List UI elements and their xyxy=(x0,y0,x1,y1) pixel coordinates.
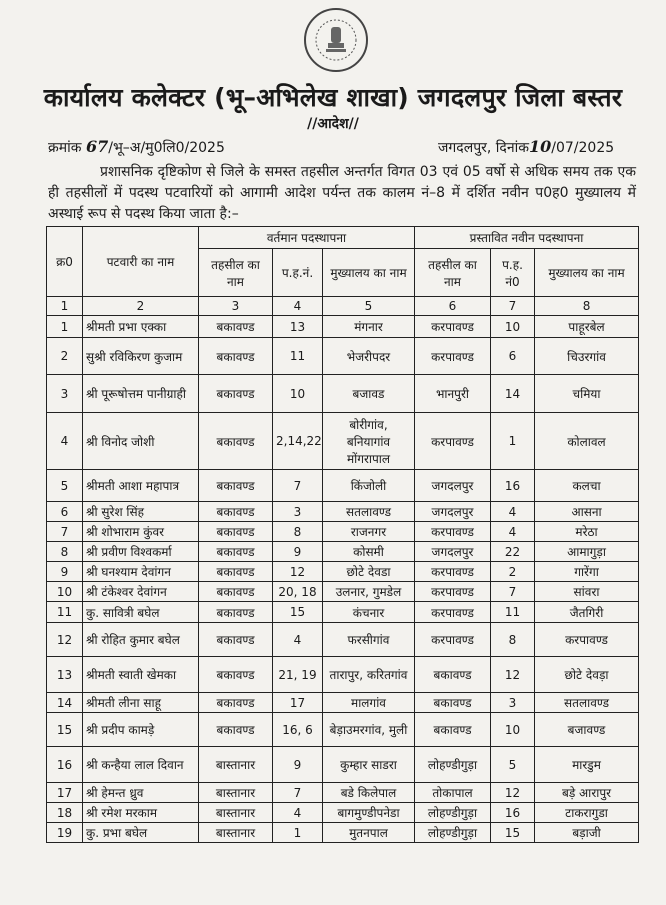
table-row xyxy=(47,470,639,502)
proposed-ph-cell: 1 xyxy=(491,413,535,470)
proposed-tehsil-cell: करपावण्ड xyxy=(415,602,491,623)
sr-cell: 12 xyxy=(47,623,83,657)
sr-cell: 16 xyxy=(47,747,83,783)
sr-cell: 11 xyxy=(47,602,83,623)
column-number: 6 xyxy=(415,297,491,316)
group-current: वर्तमान पदस्थापना xyxy=(199,227,415,249)
proposed-hq-cell: चमिया xyxy=(535,375,639,413)
patwari-name-cell: श्री प्रदीप कामड़े xyxy=(83,713,199,747)
column-number: 4 xyxy=(273,297,323,316)
current-ph-cell: 4 xyxy=(273,623,323,657)
proposed-hq-cell: बजावण्ड xyxy=(535,713,639,747)
current-ph-cell: 15 xyxy=(273,602,323,623)
col-sr: क्र0 xyxy=(47,227,83,297)
ref-number: 67 xyxy=(85,137,109,156)
patwari-name-cell: श्रीमती लीना साहू xyxy=(83,693,199,713)
current-tehsil-cell: बकावण्ड xyxy=(199,470,273,502)
current-ph-cell: 7 xyxy=(273,470,323,502)
proposed-ph-cell: 16 xyxy=(491,470,535,502)
current-tehsil-cell: बकावण्ड xyxy=(199,413,273,470)
date-prefix: जगदलपुर, दिनांक xyxy=(438,140,529,156)
current-tehsil-cell: बकावण्ड xyxy=(199,522,273,542)
current-ph-cell: 8 xyxy=(273,522,323,542)
patwari-name-cell: कु. प्रभा बघेल xyxy=(83,823,199,843)
proposed-hq-cell: टाकरागुडा xyxy=(535,803,639,823)
sub-ph: प.ह.नं. xyxy=(273,249,323,297)
current-ph-cell: 9 xyxy=(273,542,323,562)
proposed-ph-cell: 2 xyxy=(491,562,535,582)
current-hq-cell: किंजोली xyxy=(323,470,415,502)
proposed-tehsil-cell: जगदलपुर xyxy=(415,542,491,562)
proposed-hq-cell: कोलावल xyxy=(535,413,639,470)
patwari-name-cell: श्री प्रवीण विश्वकर्मा xyxy=(83,542,199,562)
sr-cell: 15 xyxy=(47,713,83,747)
sr-cell: 9 xyxy=(47,562,83,582)
current-hq-cell: मंगनार xyxy=(323,316,415,338)
current-hq-cell: तारापुर, करितगांव xyxy=(323,657,415,693)
patwari-name-cell: श्रीमती स्वाती खेमका xyxy=(83,657,199,693)
sr-cell: 19 xyxy=(47,823,83,843)
sr-cell: 1 xyxy=(47,316,83,338)
proposed-tehsil-cell: जगदलपुर xyxy=(415,502,491,522)
current-ph-cell: 13 xyxy=(273,316,323,338)
proposed-tehsil-cell: करपावण्ड xyxy=(415,623,491,657)
proposed-hq-cell: मारडुम xyxy=(535,747,639,783)
current-ph-cell: 7 xyxy=(273,783,323,803)
table-row xyxy=(47,375,639,413)
current-ph-cell: 9 xyxy=(273,747,323,783)
current-ph-cell: 20, 18 xyxy=(273,582,323,602)
current-ph-cell: 16, 6 xyxy=(273,713,323,747)
proposed-hq-cell: बड़े आरापुर xyxy=(535,783,639,803)
proposed-ph-cell: 14 xyxy=(491,375,535,413)
proposed-tehsil-cell: करपावण्ड xyxy=(415,582,491,602)
proposed-tehsil-cell: लोहण्डीगुड़ा xyxy=(415,747,491,783)
sr-cell: 5 xyxy=(47,470,83,502)
current-tehsil-cell: बास्तानार xyxy=(199,803,273,823)
current-tehsil-cell: बकावण्ड xyxy=(199,562,273,582)
current-tehsil-cell: बकावण्ड xyxy=(199,657,273,693)
date-day: 10 xyxy=(528,137,552,156)
column-number: 3 xyxy=(199,297,273,316)
patwari-name-cell: श्री पूरूषोत्तम पानीग्राही xyxy=(83,375,199,413)
column-number: 2 xyxy=(83,297,199,316)
proposed-ph-cell: 5 xyxy=(491,747,535,783)
sub-tehsil: तहसील का नाम xyxy=(199,249,273,297)
proposed-hq-cell: सतलावण्ड xyxy=(535,693,639,713)
proposed-hq-cell: मरेठा xyxy=(535,522,639,542)
proposed-tehsil-cell: करपावण्ड xyxy=(415,562,491,582)
table-row xyxy=(47,522,639,542)
patwari-name-cell: श्री रमेश मरकाम xyxy=(83,803,199,823)
table-row xyxy=(47,338,639,375)
current-hq-cell: भेजरीपदर xyxy=(323,338,415,375)
state-emblem-icon xyxy=(304,8,368,72)
current-hq-cell: मुतनपाल xyxy=(323,823,415,843)
order-date xyxy=(438,137,614,157)
current-ph-cell: 21, 19 xyxy=(273,657,323,693)
current-tehsil-cell: बास्तानार xyxy=(199,747,273,783)
col-name: पटवारी का नाम xyxy=(83,227,199,297)
current-hq-cell: बडे किलेपाल xyxy=(323,783,415,803)
current-tehsil-cell: बकावण्ड xyxy=(199,623,273,657)
sr-cell: 10 xyxy=(47,582,83,602)
table-row xyxy=(47,623,639,657)
current-hq-cell: छोटे देवडा xyxy=(323,562,415,582)
proposed-hq-cell: सांवरा xyxy=(535,582,639,602)
current-hq-cell: बोरीगांव, बनियागांव मोंगरापाल xyxy=(323,413,415,470)
current-ph-cell: 3 xyxy=(273,502,323,522)
proposed-ph-cell: 10 xyxy=(491,713,535,747)
table-row xyxy=(47,823,639,843)
proposed-ph-cell: 4 xyxy=(491,522,535,542)
table-row xyxy=(47,542,639,562)
proposed-hq-cell: करपावण्ड xyxy=(535,623,639,657)
proposed-ph-cell: 10 xyxy=(491,316,535,338)
sub-hq-proposed: मुख्यालय का नाम xyxy=(535,249,639,297)
date-suffix: /07/2025 xyxy=(551,140,615,156)
proposed-hq-cell: कलचा xyxy=(535,470,639,502)
column-number: 8 xyxy=(535,297,639,316)
sr-cell: 6 xyxy=(47,502,83,522)
column-number: 1 xyxy=(47,297,83,316)
office-title: कार्यालय कलेक्टर (भू–अभिलेख शाखा) जगदलपुर जिला बस्तर xyxy=(43,83,623,112)
proposed-tehsil-cell: जगदलपुर xyxy=(415,470,491,502)
proposed-tehsil-cell: तोकापाल xyxy=(415,783,491,803)
current-ph-cell: 4 xyxy=(273,803,323,823)
patwari-name-cell: श्री सुरेश सिंह xyxy=(83,502,199,522)
patwari-name-cell: श्री हेमन्त ध्रुव xyxy=(83,783,199,803)
current-hq-cell: कुम्हार साडरा xyxy=(323,747,415,783)
current-tehsil-cell: बकावण्ड xyxy=(199,338,273,375)
column-number-row xyxy=(47,297,639,316)
current-hq-cell: उलनार, गुमडेल xyxy=(323,582,415,602)
patwari-name-cell: कु. सावित्री बघेल xyxy=(83,602,199,623)
proposed-hq-cell: पाहूरबेल xyxy=(535,316,639,338)
proposed-ph-cell: 12 xyxy=(491,657,535,693)
current-tehsil-cell: बास्तानार xyxy=(199,823,273,843)
table-row xyxy=(47,657,639,693)
sr-cell: 4 xyxy=(47,413,83,470)
current-hq-cell: फरसीगांव xyxy=(323,623,415,657)
column-number: 5 xyxy=(323,297,415,316)
current-hq-cell: सतलावण्ड xyxy=(323,502,415,522)
proposed-hq-cell: आमागुड़ा xyxy=(535,542,639,562)
proposed-hq-cell: जैतगिरी xyxy=(535,602,639,623)
current-ph-cell: 17 xyxy=(273,693,323,713)
table-row xyxy=(47,502,639,522)
current-tehsil-cell: बकावण्ड xyxy=(199,602,273,623)
sr-cell: 13 xyxy=(47,657,83,693)
sr-cell: 8 xyxy=(47,542,83,562)
sr-cell: 17 xyxy=(47,783,83,803)
proposed-ph-cell: 6 xyxy=(491,338,535,375)
table-row xyxy=(47,602,639,623)
current-tehsil-cell: बकावण्ड xyxy=(199,713,273,747)
reference-number xyxy=(48,137,225,157)
sub-ph-proposed: प.ह. नं0 xyxy=(491,249,535,297)
proposed-tehsil-cell: बकावण्ड xyxy=(415,713,491,747)
table-row xyxy=(47,316,639,338)
proposed-tehsil-cell: बकावण्ड xyxy=(415,657,491,693)
proposed-tehsil-cell: करपावण्ड xyxy=(415,413,491,470)
current-ph-cell: 1 xyxy=(273,823,323,843)
current-tehsil-cell: बकावण्ड xyxy=(199,316,273,338)
sub-tehsil-proposed: तहसील का नाम xyxy=(415,249,491,297)
proposed-tehsil-cell: भानपुरी xyxy=(415,375,491,413)
current-hq-cell: कंचनार xyxy=(323,602,415,623)
current-ph-cell: 10 xyxy=(273,375,323,413)
sr-cell: 14 xyxy=(47,693,83,713)
current-ph-cell: 2,14,22 xyxy=(273,413,323,470)
proposed-ph-cell: 3 xyxy=(491,693,535,713)
current-hq-cell: कोसमी xyxy=(323,542,415,562)
table-row xyxy=(47,713,639,747)
table-row xyxy=(47,582,639,602)
proposed-tehsil-cell: लोहण्डीगुड़ा xyxy=(415,803,491,823)
current-hq-cell: बेड़ाउमरगांव, मुली xyxy=(323,713,415,747)
proposed-ph-cell: 7 xyxy=(491,582,535,602)
current-tehsil-cell: बकावण्ड xyxy=(199,582,273,602)
ref-suffix: /भू–अ/मु0लि0/2025 xyxy=(108,140,225,156)
proposed-tehsil-cell: बकावण्ड xyxy=(415,693,491,713)
table-row xyxy=(47,693,639,713)
table-row xyxy=(47,803,639,823)
patwari-name-cell: श्री घनश्याम देवांगन xyxy=(83,562,199,582)
proposed-ph-cell: 15 xyxy=(491,823,535,843)
current-tehsil-cell: बकावण्ड xyxy=(199,693,273,713)
proposed-hq-cell: गारेंगा xyxy=(535,562,639,582)
table-row xyxy=(47,783,639,803)
proposed-ph-cell: 8 xyxy=(491,623,535,657)
current-ph-cell: 12 xyxy=(273,562,323,582)
current-hq-cell: बागमुण्डीपनेडा xyxy=(323,803,415,823)
patwari-name-cell: श्रीमती प्रभा एक्का xyxy=(83,316,199,338)
proposed-tehsil-cell: करपावण्ड xyxy=(415,522,491,542)
table-row xyxy=(47,747,639,783)
proposed-ph-cell: 4 xyxy=(491,502,535,522)
sr-cell: 2 xyxy=(47,338,83,375)
proposed-ph-cell: 12 xyxy=(491,783,535,803)
order-label: //आदेश// xyxy=(307,116,359,132)
table-row xyxy=(47,413,639,470)
patwari-name-cell: श्री टंकेश्वर देवांगन xyxy=(83,582,199,602)
current-hq-cell: राजनगर xyxy=(323,522,415,542)
current-tehsil-cell: बकावण्ड xyxy=(199,542,273,562)
order-paragraph: प्रशासनिक दृष्टिकोण से जिले के समस्त तहसील अन्तर्गत विगत 03 एवं 05 वर्षो से अधिक समय तक एक ही तहसीलों में पदस्थ पटवारियों को आगामी आदेश पर्यन्त तक कालम नं–8 में दर्शित नवीन प0ह0 मुख्यालय में अस्थाई रूप से पदस्थ किया जाता है:– xyxy=(48,164,636,222)
current-tehsil-cell: बकावण्ड xyxy=(199,375,273,413)
sr-cell: 7 xyxy=(47,522,83,542)
proposed-ph-cell: 22 xyxy=(491,542,535,562)
current-tehsil-cell: बकावण्ड xyxy=(199,502,273,522)
current-hq-cell: बजावड xyxy=(323,375,415,413)
proposed-hq-cell: छोटे देवड़ा xyxy=(535,657,639,693)
transfer-table xyxy=(46,226,639,843)
patwari-name-cell: श्री कन्हैया लाल दिवान xyxy=(83,747,199,783)
patwari-name-cell: श्री शोभाराम कुंवर xyxy=(83,522,199,542)
patwari-name-cell: श्री रोहित कुमार बघेल xyxy=(83,623,199,657)
proposed-tehsil-cell: करपावण्ड xyxy=(415,316,491,338)
column-number: 7 xyxy=(491,297,535,316)
sub-hq: मुख्यालय का नाम xyxy=(323,249,415,297)
proposed-ph-cell: 11 xyxy=(491,602,535,623)
proposed-ph-cell: 16 xyxy=(491,803,535,823)
proposed-hq-cell: चिउरगांव xyxy=(535,338,639,375)
sr-cell: 3 xyxy=(47,375,83,413)
proposed-tehsil-cell: लोहण्डीगुड़ा xyxy=(415,823,491,843)
group-proposed: प्रस्तावित नवीन पदस्थापना xyxy=(415,227,639,249)
ref-prefix: क्रमांक xyxy=(48,140,82,156)
sr-cell: 18 xyxy=(47,803,83,823)
current-hq-cell: मालगांव xyxy=(323,693,415,713)
proposed-tehsil-cell: करपावण्ड xyxy=(415,338,491,375)
proposed-hq-cell: आसना xyxy=(535,502,639,522)
current-tehsil-cell: बास्तानार xyxy=(199,783,273,803)
patwari-name-cell: सुश्री रविकिरण कुजाम xyxy=(83,338,199,375)
patwari-name-cell: श्रीमती आशा महापात्र xyxy=(83,470,199,502)
table-row xyxy=(47,562,639,582)
current-ph-cell: 11 xyxy=(273,338,323,375)
patwari-name-cell: श्री विनोद जोशी xyxy=(83,413,199,470)
proposed-hq-cell: बड़ाजी xyxy=(535,823,639,843)
